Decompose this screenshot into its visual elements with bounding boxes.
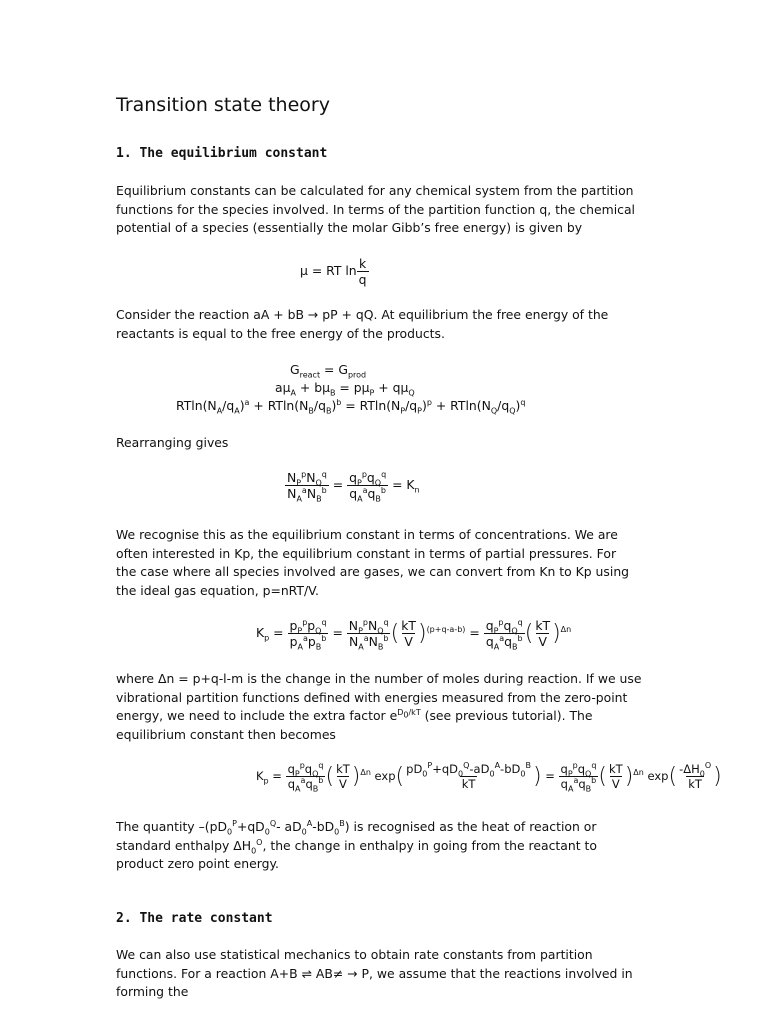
paragraph-delta-n: where Δn = p+q-l-m is the change in the number of moles during reaction. If we use vibrational partition functions defined with energies measured from the zero-point energy, we need to include the extra factor $e^{D_0/kT}$ (see previous tutorial). The equilibrium constant then becomes	[116, 671, 642, 742]
paragraph-enthalpy: The quantity $-(pD_0^P+qD_0^Q-$ $aD_0^A-bD_0^B$) is recognised as the heat of reaction or standard enthalpy $\Delta H_0^O$, the change in enthalpy in going from the reactant to product zero point energy.	[116, 818, 597, 872]
section-heading-equilibrium: 1. The equilibrium constant	[116, 146, 328, 161]
section-heading-rate-constant: 2. The rate constant	[116, 911, 273, 926]
equation-kn: $\frac{N_P^pN_Q^q}{N_A^aN_B^b}$ = $\frac{q_P^pq_Q^q}{q_A^aq_B^b}$ = $K_n$	[287, 469, 420, 504]
paragraph-rearranging: Rearranging gives	[116, 435, 229, 450]
paragraph-partition-intro: Equilibrium constants can be calculated for any chemical system from the partition functions for the species involved. In terms of the partition function q, the chemical potential of a species (essentially the molar Gibb’s free energy) is given by	[116, 183, 635, 236]
paragraph-rate-intro: We can also use statistical mechanics to obtain rate constants from partition functions. For a reaction A+B ⇌ AB≠ → P, we assume that the reactions involved in forming the	[116, 947, 633, 1000]
fraction-n-ratio: $\frac{N_P^pN_Q^q}{N_A^aN_B^b}$	[287, 469, 327, 504]
equation-free-energy-equality: $G_{react} = G_{prod}$	[290, 362, 367, 380]
equation-mu-lhs: μ = RT ln	[300, 263, 357, 278]
fraction-q-ratio: $\frac{q_P^pq_Q^q}{q_A^aq_B^b}$	[349, 469, 387, 504]
equation-rt-ln-expansion: $RTln(N_A/q_A)^a + RTln(N_B/q_B)^b = RTln(N_P/q_P)^p + RTln(N_Q/q_Q)^q$	[176, 397, 526, 416]
fraction-numerator: k	[359, 256, 367, 271]
equation-kp: $K_p$ = $\frac{p_P^pp_Q^q}{p_A^ap_B^b}$ = $\frac{N_P^pN_Q^q}{N_A^aN_B^b}$ ( $\frac{kT}{V}$ )$^{(p+q-a-b)}$ = $\frac{q_P^pq_Q^q}{q_A^aq_B^b}$ ( $\frac{kT}{V}$ )$^{\Delta n}$	[256, 617, 572, 652]
fraction-denominator: q	[358, 272, 367, 287]
equation-kp-full: $K_p$ = $\frac{q_P^pq_Q^q}{q_A^aq_B^b}$ ( $\frac{kT}{V}$ )$^{\Delta n}$ exp( $\frac{pD_0^P+qD_0^Q-aD_0^A-bD_0^B}{kT}$ ) = $\frac{q_P^pq_Q^q}{q_A^aq_B^b}$ ( $\frac{kT}{V}$ )$^{\Delta n}$ exp( $\frac{-\Delta H_0^O}{kT}$ )	[256, 761, 722, 794]
equation-chemical-potential	[300, 256, 369, 287]
fraction-k-over-q	[357, 256, 369, 287]
paragraph-reaction: Consider the reaction aA + bB → pP + qQ. At equilibrium the free energy of the reactants is equal to the free energy of the products.	[116, 307, 609, 341]
paragraph-kp-intro: We recognise this as the equilibrium constant in terms of concentrations. We are often interested in Kp, the equilibrium constant in terms of partial pressures. For the case where all species involved are gases, we can convert from Kn to Kp using the ideal gas equation, p=nRT/V.	[116, 527, 630, 598]
page-title: Transition state theory	[116, 94, 330, 116]
equation-chemical-potential-sum: $a\mu_A + b\mu_B = p\mu_P + q\mu_Q$	[275, 380, 415, 398]
